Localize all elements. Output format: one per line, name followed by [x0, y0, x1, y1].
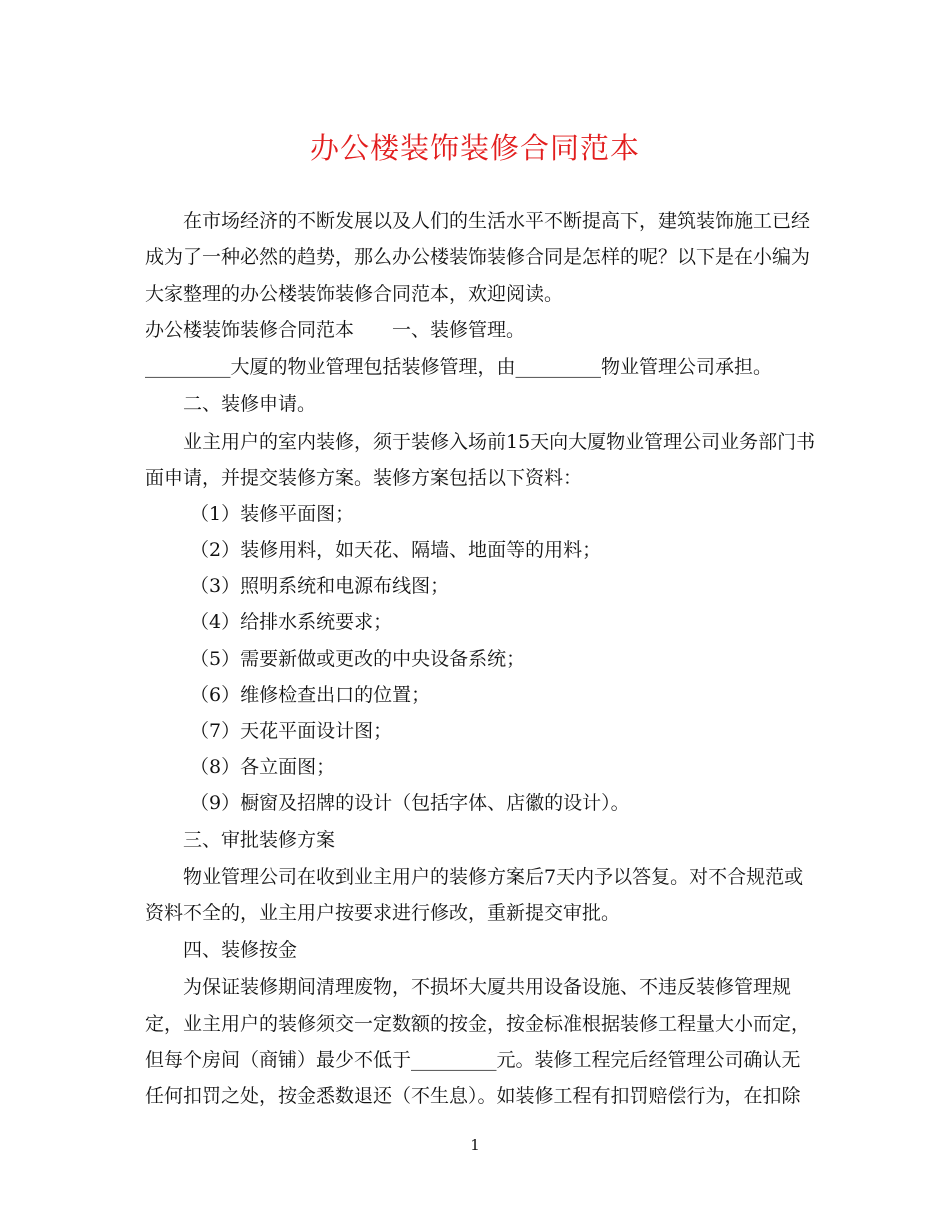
section-heading: 四、装修按金 — [183, 939, 298, 961]
paragraph-line: 定，业主用户的装修须交一定数额的按金，按金标准根据装修工程量大小而定， — [145, 1013, 811, 1035]
section-heading: 二、装修申请。 — [183, 393, 317, 415]
list-item: （3）照明系统和电源布线图； — [190, 575, 450, 597]
list-item: （9）橱窗及招牌的设计（包括字体、店徽的设计）。 — [190, 792, 630, 814]
paragraph-line: 面申请，并提交装修方案。装修方案包括以下资料： — [145, 467, 583, 489]
paragraph-line: 物业管理公司在收到业主用户的装修方案后7天内予以答复。对不合规范或 — [183, 866, 804, 888]
paragraph-line: 但每个房间（商铺）最少不低于_________元。装修工程完后经管理公司确认无 — [145, 1049, 801, 1071]
section-heading: 三、审批装修方案 — [183, 829, 336, 851]
list-item: （5）需要新做或更改的中央设备系统； — [190, 648, 526, 670]
list-item: （1）装修平面图； — [190, 503, 355, 525]
list-item: （2）装修用料，如天花、隔墙、地面等的用料； — [190, 539, 602, 561]
paragraph-line: 资料不全的，业主用户按要求进行修改，重新提交审批。 — [145, 902, 621, 924]
paragraph-line: _________大厦的物业管理包括装修管理，由_________物业管理公司承担。 — [145, 356, 773, 378]
list-item: （8）各立面图； — [190, 756, 336, 778]
paragraph-line: 业主用户的室内装修，须于装修入场前15天向大厦物业管理公司业务部门书 — [183, 431, 816, 453]
page-number: 1 — [470, 1136, 480, 1154]
list-item: （7）天花平面设计图； — [190, 720, 393, 742]
document-title: 办公楼装饰装修合同范本 — [309, 131, 640, 165]
list-item: （6）维修检查出口的位置； — [190, 684, 431, 706]
list-item: （4）给排水系统要求； — [190, 611, 393, 633]
paragraph-line: 大家整理的办公楼装饰装修合同范本，欢迎阅读。 — [145, 283, 564, 305]
paragraph-line: 在市场经济的不断发展以及人们的生活水平不断提高下，建筑装饰施工已经 — [183, 210, 811, 232]
paragraph-line: 任何扣罚之处，按金悉数退还（不生息）。如装修工程有扣罚赔偿行为，在扣除 — [145, 1085, 801, 1107]
paragraph-line: 成为了一种必然的趋势，那么办公楼装饰装修合同是怎样的呢？以下是在小编为 — [145, 246, 811, 268]
paragraph-line: 办公楼装饰装修合同范本 一、装修管理。 — [145, 319, 526, 341]
paragraph-line: 为保证装修期间清理废物，不损坏大厦共用设备设施、不违反装修管理规 — [183, 976, 792, 998]
